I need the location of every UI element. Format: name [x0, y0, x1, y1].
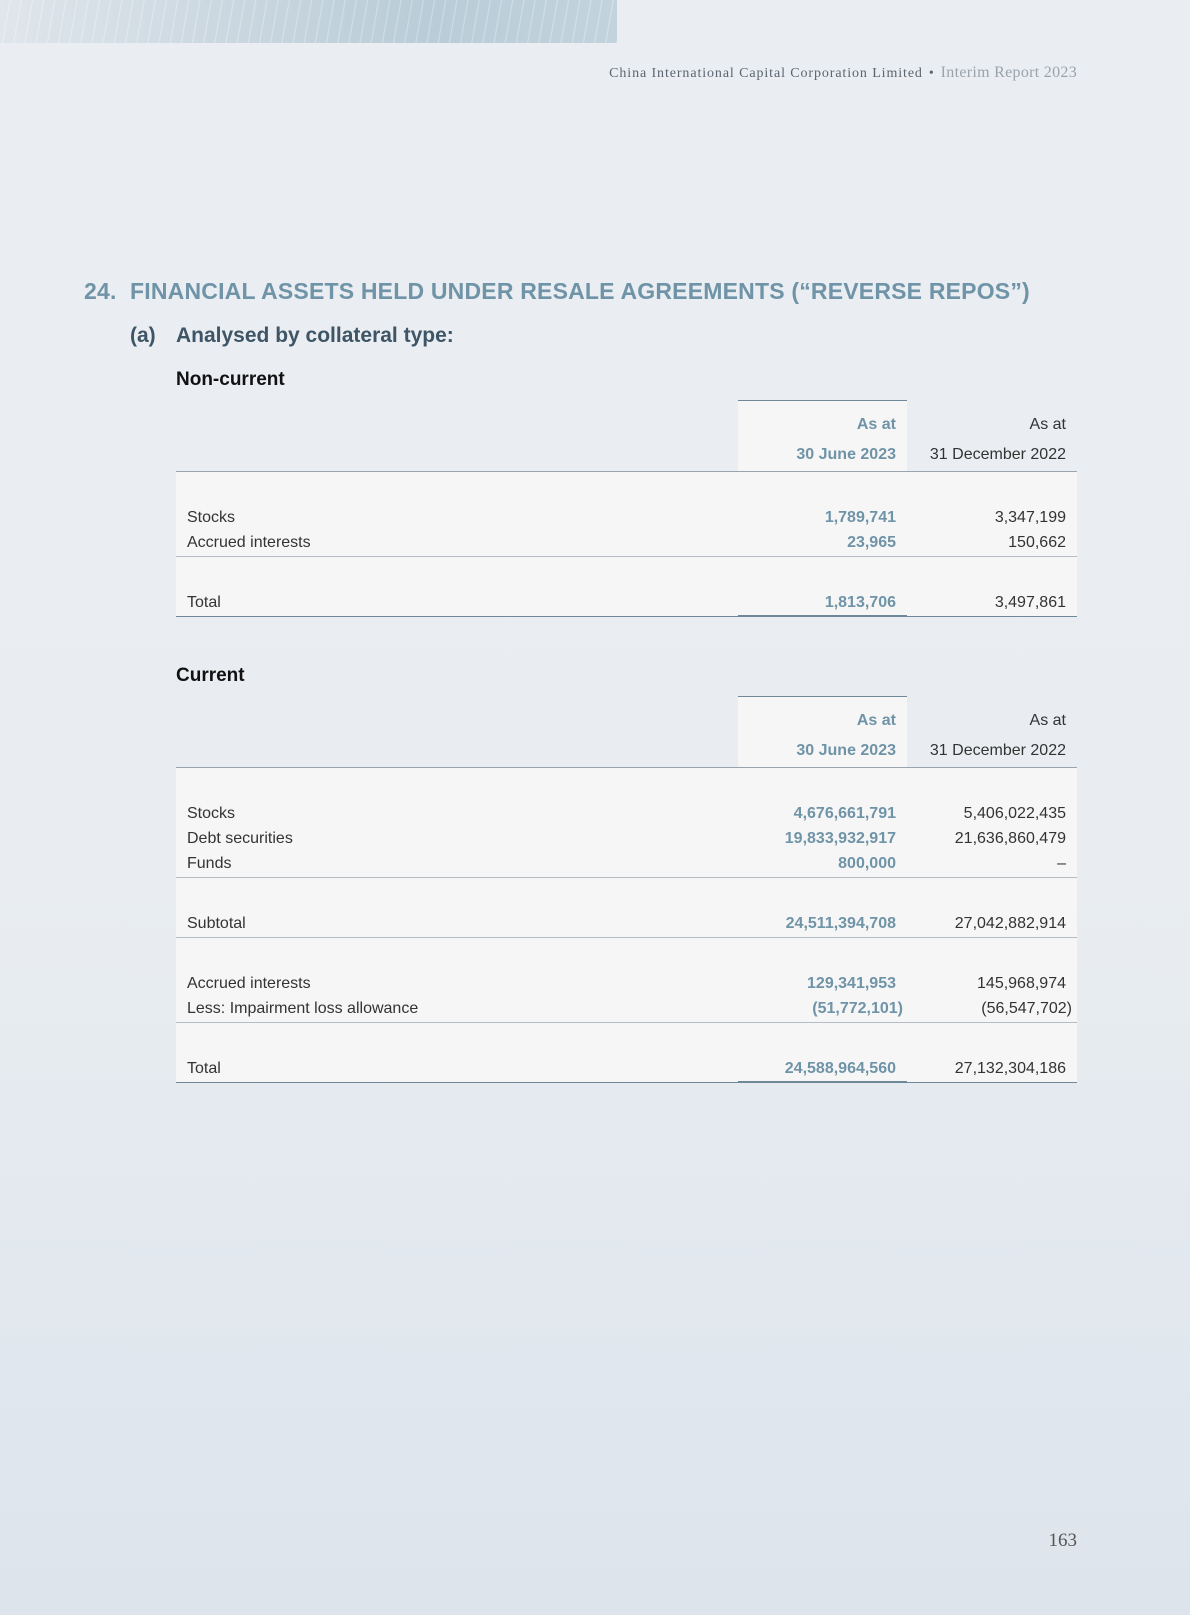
table-header	[176, 696, 1077, 768]
subtotal-row: Subtotal 24,511,394,708 27,042,882,914	[187, 915, 1066, 932]
section-heading	[84, 278, 1030, 305]
table-header	[176, 400, 1077, 472]
running-header	[609, 64, 1077, 82]
col-prior-line1: As at	[1029, 416, 1066, 433]
non-current-heading: Non-current	[176, 369, 285, 390]
section-number: 24.	[84, 278, 117, 304]
table-group	[176, 938, 1077, 1023]
subsection-number: (a)	[130, 324, 156, 347]
header-banner-image	[0, 0, 617, 43]
col-current-line1: As at	[856, 712, 896, 729]
table-row: Less: Impairment loss allowance (51,772,101) (56,547,702)	[187, 1000, 1072, 1017]
table-row: Accrued interests 129,341,953 145,968,974	[187, 975, 1066, 992]
total-row: Total 24,588,964,560 27,132,304,186	[187, 1060, 1066, 1077]
table-row: Stocks 4,676,661,791 5,406,022,435	[187, 805, 1066, 822]
table-row: Debt securities 19,833,932,917 21,636,860,479	[187, 830, 1066, 847]
current-heading: Current	[176, 665, 245, 686]
table-group	[176, 768, 1077, 878]
table-total-group	[176, 557, 1077, 617]
col-current-line2: 30 June 2023	[796, 742, 896, 759]
header-separator: •	[928, 66, 935, 81]
col-prior-line2: 31 December 2022	[929, 742, 1066, 759]
col-current-line2: 30 June 2023	[796, 446, 896, 463]
table-subtotal-group	[176, 878, 1077, 938]
table-row: Stocks 1,789,741 3,347,199	[187, 509, 1066, 526]
report-title: Interim Report 2023	[940, 64, 1077, 81]
col-current-line1: As at	[856, 416, 896, 433]
non-current-table	[176, 400, 1077, 617]
subsection-heading	[130, 324, 454, 348]
page-number: 163	[1048, 1530, 1077, 1551]
section-title: FINANCIAL ASSETS HELD UNDER RESALE AGREEMENTS (“REVERSE REPOS”)	[130, 278, 1030, 304]
subsection-title: Analysed by collateral type:	[176, 324, 454, 347]
current-table	[176, 696, 1077, 1083]
table-group	[176, 472, 1077, 557]
table-row: Accrued interests 23,965 150,662	[187, 534, 1066, 551]
table-total-group	[176, 1023, 1077, 1083]
col-prior-line1: As at	[1029, 712, 1066, 729]
col-prior-line2: 31 December 2022	[929, 446, 1066, 463]
table-row: Funds 800,000 –	[187, 855, 1066, 872]
total-row: Total 1,813,706 3,497,861	[187, 594, 1066, 611]
company-name: China International Capital Corporation Limited	[609, 66, 923, 81]
